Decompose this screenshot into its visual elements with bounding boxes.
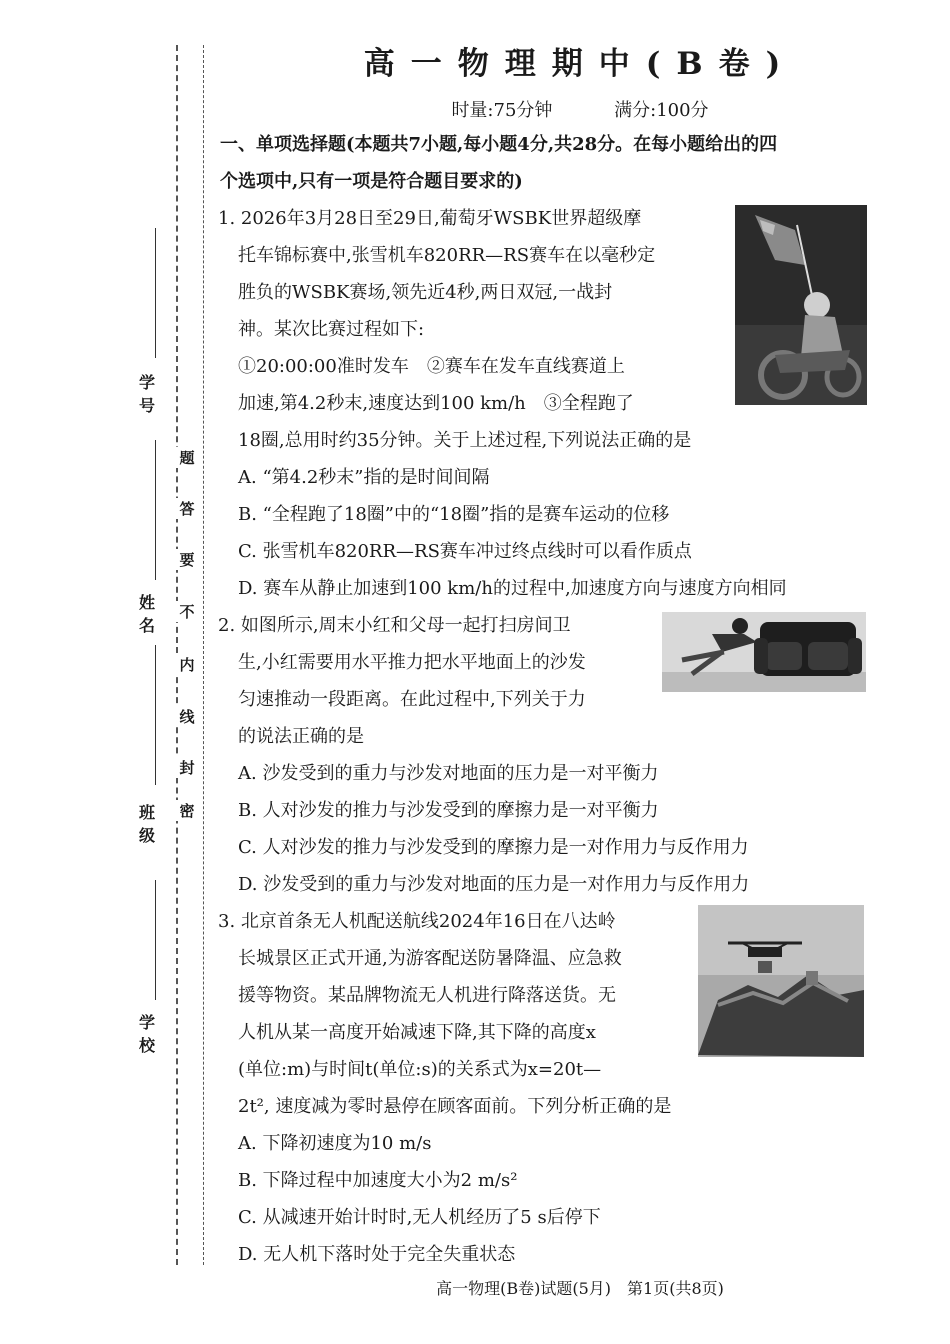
q3-option-d: D. 无人机下落时处于完全失重状态 (238, 1244, 516, 1265)
q1-option-c: C. 张雪机车820RR—RS赛车冲过终点线时可以看作质点 (238, 541, 692, 562)
q1-stem-line: 胜负的WSBK赛场,领先近4秒,两日双冠,一战封 (238, 282, 613, 303)
q1-stem-line: 加速,第4.2秒末,速度达到100 km/h ③全程跑了 (238, 393, 634, 414)
q3-option-a: A. 下降初速度为10 m/s (238, 1133, 432, 1154)
q3-stem-line: 2t², 速度减为零时悬停在顾客面前。下列分析正确的是 (238, 1096, 672, 1117)
school-blank (155, 880, 156, 1000)
section-heading: 一、单项选择题(本题共7小题,每小题4分,共28分。在每小题给出的四 (220, 134, 778, 155)
q1-stem-line: 托车锦标赛中,张雪机车820RR—RS赛车在以毫秒定 (238, 245, 656, 266)
seal-char: 密 (176, 800, 198, 821)
name-label: 姓 名 (138, 593, 155, 635)
seal-char: 封 (176, 757, 198, 778)
name-blank (155, 440, 156, 580)
q1-option-d: D. 赛车从静止加速到100 km/h的过程中,加速度方向与速度方向相同 (238, 578, 787, 599)
binding-margin (0, 0, 210, 1344)
exam-full-score: 满分:100分 (614, 100, 709, 121)
exam-duration: 时量:75分钟 (451, 100, 553, 121)
q3-option-c: C. 从减速开始计时时,无人机经历了5 s后停下 (238, 1207, 601, 1228)
q2-stem-line: 的说法正确的是 (238, 726, 364, 747)
q1-stem-line: ①20:00:00准时发车 ②赛车在发车直线赛道上 (238, 356, 625, 377)
q1-option-a: A. “第4.2秒末”指的是时间间隔 (238, 467, 490, 488)
q1-option-b: B. “全程跑了18圈”中的“18圈”指的是赛车运动的位移 (238, 504, 670, 525)
seal-char: 要 (176, 549, 198, 570)
seal-char: 题 (176, 447, 198, 468)
q2-option-c: C. 人对沙发的推力与沙发受到的摩擦力是一对作用力与反作用力 (238, 837, 749, 858)
q2-option-a: A. 沙发受到的重力与沙发对地面的压力是一对平衡力 (238, 763, 659, 784)
q3-drone-photo (698, 905, 864, 1057)
seal-char: 答 (176, 498, 198, 519)
q1-stem-line: 18圈,总用时约35分钟。关于上述过程,下列说法正确的是 (238, 430, 692, 451)
number-label: 学 号 (138, 373, 155, 415)
section-heading-cont: 个选项中,只有一项是符合题目要求的) (220, 171, 523, 192)
q1-stem-line: 1. 2026年3月28日至29日,葡萄牙WSBK世界超级摩 (218, 208, 642, 229)
q3-stem-line: 长城景区正式开通,为游客配送防暑降温、应急救 (238, 948, 622, 969)
q2-stem-line: 2. 如图所示,周末小红和父母一起打扫房间卫 (218, 615, 571, 636)
q1-motorcycle-photo (735, 205, 867, 405)
exam-title: 高一物理期中(B卷) (363, 46, 797, 82)
class-label: 班 级 (138, 803, 155, 845)
seal-char: 内 (176, 654, 198, 675)
q2-stem-line: 生,小红需要用水平推力把水平地面上的沙发 (238, 652, 586, 673)
page-footer: 高一物理(B卷)试题(5月) 第1页(共8页) (436, 1279, 724, 1298)
exam-info (210, 96, 950, 122)
q2-stem-line: 匀速推动一段距离。在此过程中,下列关于力 (238, 689, 586, 710)
seal-char: 线 (176, 706, 198, 727)
q3-stem-line: 援等物资。某品牌物流无人机进行降落送货。无 (238, 985, 616, 1006)
class-blank (155, 645, 156, 785)
q2-option-b: B. 人对沙发的推力与沙发受到的摩擦力是一对平衡力 (238, 800, 659, 821)
seal-char: 不 (176, 601, 198, 622)
q2-option-d: D. 沙发受到的重力与沙发对地面的压力是一对作用力与反作用力 (238, 874, 750, 895)
number-blank (155, 228, 156, 358)
seal-dashed-line-inner (203, 45, 204, 1265)
q2-sofa-photo (662, 612, 866, 692)
q3-stem-line: (单位:m)与时间t(单位:s)的关系式为x=20t— (238, 1059, 602, 1080)
q3-stem-line: 3. 北京首条无人机配送航线2024年16日在八达岭 (218, 911, 616, 932)
q1-stem-line: 神。某次比赛过程如下: (238, 319, 425, 340)
q3-option-b: B. 下降过程中加速度大小为2 m/s² (238, 1170, 518, 1191)
q3-stem-line: 人机从某一高度开始减速下降,其下降的高度x (238, 1022, 596, 1043)
school-label: 学 校 (138, 1013, 155, 1055)
